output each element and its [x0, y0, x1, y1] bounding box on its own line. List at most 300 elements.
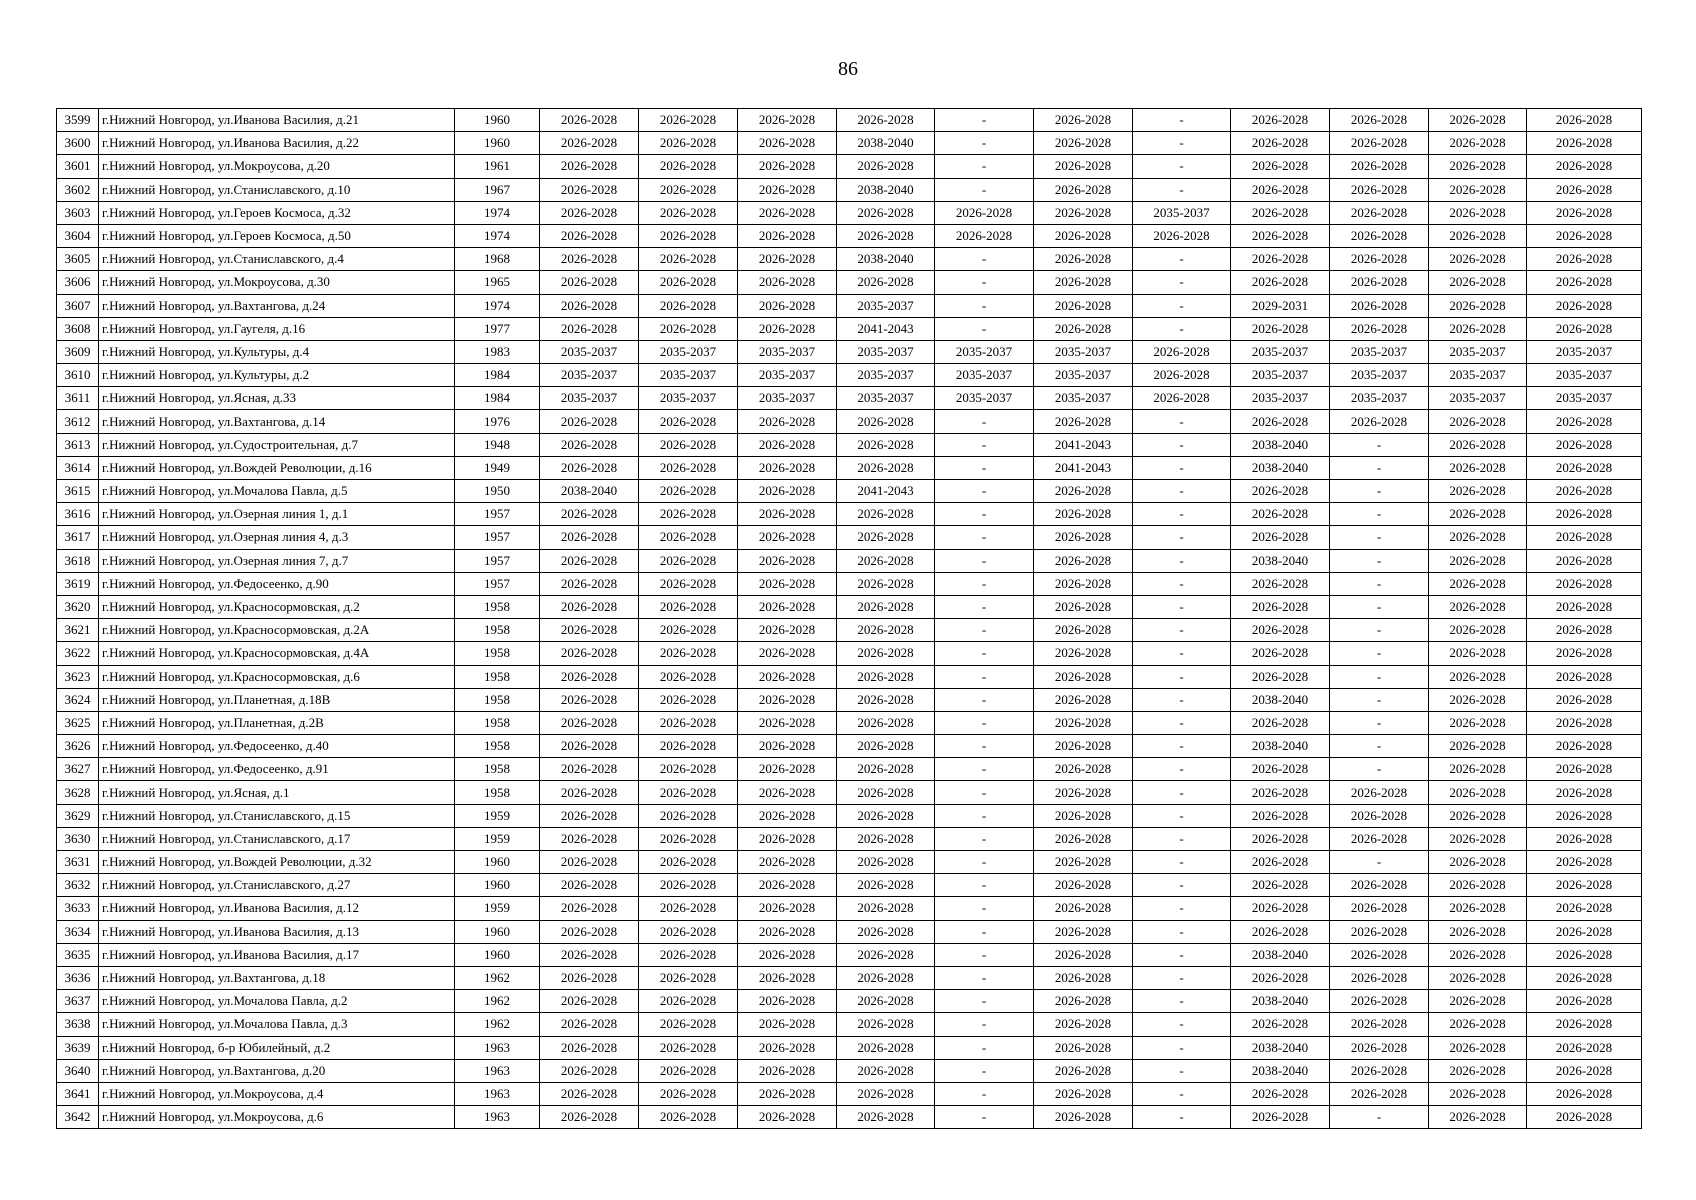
- period-cell: 2026-2028: [1034, 990, 1133, 1013]
- table-row: [57, 1059, 1642, 1082]
- period-cell: 2026-2028: [1231, 920, 1330, 943]
- period-cell: 2026-2028: [1231, 711, 1330, 734]
- period-cell: 2026-2028: [1429, 456, 1527, 479]
- period-cell: 2026-2028: [1133, 224, 1231, 247]
- period-cell: 2026-2028: [738, 1059, 837, 1082]
- period-cell: 2026-2028: [639, 781, 738, 804]
- period-cell: 2026-2028: [837, 1106, 935, 1129]
- period-cell: 2026-2028: [1429, 688, 1527, 711]
- period-cell: 2026-2028: [1429, 619, 1527, 642]
- period-cell: -: [1133, 271, 1231, 294]
- period-cell: 2026-2028: [1133, 387, 1231, 410]
- year-built-cell: 1960: [455, 109, 540, 132]
- period-cell: 2026-2028: [1330, 990, 1429, 1013]
- period-cell: 2026-2028: [1527, 1082, 1642, 1105]
- period-cell: -: [1133, 688, 1231, 711]
- period-cell: -: [935, 827, 1034, 850]
- period-cell: -: [1133, 897, 1231, 920]
- period-cell: 2026-2028: [1231, 480, 1330, 503]
- period-cell: 2026-2028: [540, 248, 639, 271]
- period-cell: 2026-2028: [738, 178, 837, 201]
- period-cell: 2026-2028: [1330, 874, 1429, 897]
- period-cell: -: [1330, 688, 1429, 711]
- period-cell: 2026-2028: [837, 827, 935, 850]
- period-cell: 2026-2028: [1429, 294, 1527, 317]
- year-built-cell: 1957: [455, 503, 540, 526]
- period-cell: 2038-2040: [1231, 433, 1330, 456]
- period-cell: -: [935, 735, 1034, 758]
- table-row: [57, 1036, 1642, 1059]
- period-cell: 2026-2028: [639, 1059, 738, 1082]
- period-cell: -: [1330, 735, 1429, 758]
- row-number-cell: 3639: [57, 1036, 99, 1059]
- period-cell: 2029-2031: [1231, 294, 1330, 317]
- period-cell: 2035-2037: [1231, 364, 1330, 387]
- row-number-cell: 3602: [57, 178, 99, 201]
- period-cell: 2035-2037: [1330, 340, 1429, 363]
- period-cell: 2026-2028: [639, 920, 738, 943]
- period-cell: -: [1133, 758, 1231, 781]
- table-row: [57, 387, 1642, 410]
- year-built-cell: 1983: [455, 340, 540, 363]
- period-cell: 2026-2028: [639, 804, 738, 827]
- period-cell: 2026-2028: [738, 1106, 837, 1129]
- period-cell: 2038-2040: [1231, 549, 1330, 572]
- period-cell: 2026-2028: [1330, 201, 1429, 224]
- period-cell: 2026-2028: [639, 688, 738, 711]
- period-cell: -: [935, 897, 1034, 920]
- period-cell: 2026-2028: [1231, 781, 1330, 804]
- address-cell: г.Нижний Новгород, ул.Мокроусова, д.30: [99, 271, 455, 294]
- period-cell: 2026-2028: [639, 572, 738, 595]
- period-cell: 2026-2028: [540, 827, 639, 850]
- period-cell: 2026-2028: [1429, 271, 1527, 294]
- period-cell: 2026-2028: [1330, 943, 1429, 966]
- period-cell: 2026-2028: [1330, 1036, 1429, 1059]
- period-cell: 2035-2037: [1034, 387, 1133, 410]
- period-cell: 2026-2028: [738, 132, 837, 155]
- period-cell: 2026-2028: [1429, 827, 1527, 850]
- period-cell: 2026-2028: [1330, 1082, 1429, 1105]
- period-cell: 2026-2028: [837, 224, 935, 247]
- address-cell: г.Нижний Новгород, ул.Озерная линия 1, д.1: [99, 503, 455, 526]
- period-cell: 2026-2028: [1527, 410, 1642, 433]
- period-cell: 2026-2028: [1034, 526, 1133, 549]
- period-cell: 2026-2028: [1429, 572, 1527, 595]
- year-built-cell: 1957: [455, 549, 540, 572]
- address-cell: г.Нижний Новгород, ул.Мокроусова, д.4: [99, 1082, 455, 1105]
- period-cell: 2026-2028: [1527, 201, 1642, 224]
- period-cell: 2026-2028: [1034, 410, 1133, 433]
- period-cell: 2026-2028: [1034, 920, 1133, 943]
- period-cell: 2026-2028: [1330, 1059, 1429, 1082]
- period-cell: 2026-2028: [639, 410, 738, 433]
- period-cell: 2035-2037: [540, 387, 639, 410]
- row-number-cell: 3629: [57, 804, 99, 827]
- table-row: [57, 317, 1642, 340]
- year-built-cell: 1963: [455, 1082, 540, 1105]
- period-cell: 2026-2028: [1330, 804, 1429, 827]
- period-cell: 2026-2028: [540, 966, 639, 989]
- year-built-cell: 1984: [455, 387, 540, 410]
- period-cell: 2026-2028: [1429, 201, 1527, 224]
- period-cell: 2026-2028: [639, 1013, 738, 1036]
- period-cell: -: [935, 1036, 1034, 1059]
- row-number-cell: 3638: [57, 1013, 99, 1036]
- period-cell: 2026-2028: [1429, 410, 1527, 433]
- period-cell: 2026-2028: [1034, 248, 1133, 271]
- period-cell: 2035-2037: [1231, 387, 1330, 410]
- period-cell: -: [935, 804, 1034, 827]
- row-number-cell: 3634: [57, 920, 99, 943]
- row-number-cell: 3624: [57, 688, 99, 711]
- address-cell: г.Нижний Новгород, ул.Красносормовская, д.4А: [99, 642, 455, 665]
- period-cell: 2026-2028: [1231, 874, 1330, 897]
- period-cell: 2026-2028: [837, 665, 935, 688]
- row-number-cell: 3601: [57, 155, 99, 178]
- row-number-cell: 3622: [57, 642, 99, 665]
- period-cell: -: [1133, 1106, 1231, 1129]
- period-cell: 2026-2028: [1527, 851, 1642, 874]
- address-cell: г.Нижний Новгород, ул.Красносормовская, д.2: [99, 595, 455, 618]
- year-built-cell: 1957: [455, 526, 540, 549]
- period-cell: 2026-2028: [639, 317, 738, 340]
- period-cell: 2026-2028: [1034, 178, 1133, 201]
- table-row: [57, 735, 1642, 758]
- row-number-cell: 3606: [57, 271, 99, 294]
- period-cell: -: [935, 1082, 1034, 1105]
- address-cell: г.Нижний Новгород, ул.Мочалова Павла, д.2: [99, 990, 455, 1013]
- period-cell: 2026-2028: [1231, 665, 1330, 688]
- period-cell: 2038-2040: [1231, 688, 1330, 711]
- address-cell: г.Нижний Новгород, ул.Станиславского, д.15: [99, 804, 455, 827]
- period-cell: 2026-2028: [1034, 317, 1133, 340]
- period-cell: 2026-2028: [1034, 966, 1133, 989]
- period-cell: 2026-2028: [738, 1082, 837, 1105]
- period-cell: -: [1133, 1059, 1231, 1082]
- period-cell: 2026-2028: [1527, 1106, 1642, 1129]
- period-cell: 2026-2028: [837, 456, 935, 479]
- row-number-cell: 3612: [57, 410, 99, 433]
- period-cell: 2026-2028: [1429, 1036, 1527, 1059]
- period-cell: 2038-2040: [1231, 735, 1330, 758]
- period-cell: 2026-2028: [1527, 758, 1642, 781]
- period-cell: 2026-2028: [540, 503, 639, 526]
- period-cell: 2026-2028: [1034, 549, 1133, 572]
- period-cell: 2026-2028: [1330, 132, 1429, 155]
- period-cell: 2026-2028: [1429, 897, 1527, 920]
- row-number-cell: 3604: [57, 224, 99, 247]
- period-cell: 2026-2028: [639, 897, 738, 920]
- table-row: [57, 155, 1642, 178]
- period-cell: -: [1133, 410, 1231, 433]
- year-built-cell: 1948: [455, 433, 540, 456]
- period-cell: 2035-2037: [1330, 364, 1429, 387]
- period-cell: 2026-2028: [837, 271, 935, 294]
- table-row: [57, 781, 1642, 804]
- period-cell: -: [1133, 851, 1231, 874]
- address-cell: г.Нижний Новгород, ул.Героев Космоса, д.50: [99, 224, 455, 247]
- table-row: [57, 619, 1642, 642]
- period-cell: 2026-2028: [1527, 294, 1642, 317]
- period-cell: 2026-2028: [738, 619, 837, 642]
- period-cell: -: [935, 1059, 1034, 1082]
- period-cell: 2026-2028: [1429, 758, 1527, 781]
- period-cell: 2026-2028: [837, 572, 935, 595]
- period-cell: 2026-2028: [837, 1036, 935, 1059]
- period-cell: 2026-2028: [540, 317, 639, 340]
- period-cell: 2026-2028: [1034, 1106, 1133, 1129]
- address-cell: г.Нижний Новгород, ул.Вахтангова, д.20: [99, 1059, 455, 1082]
- period-cell: 2026-2028: [1429, 549, 1527, 572]
- period-cell: -: [1133, 990, 1231, 1013]
- period-cell: 2026-2028: [1429, 526, 1527, 549]
- period-cell: 2026-2028: [1330, 271, 1429, 294]
- period-cell: 2035-2037: [1231, 340, 1330, 363]
- period-cell: -: [1133, 178, 1231, 201]
- period-cell: 2026-2028: [540, 1036, 639, 1059]
- period-cell: 2026-2028: [1231, 132, 1330, 155]
- period-cell: -: [1133, 874, 1231, 897]
- period-cell: -: [935, 665, 1034, 688]
- period-cell: -: [935, 503, 1034, 526]
- period-cell: -: [935, 456, 1034, 479]
- period-cell: 2026-2028: [738, 595, 837, 618]
- period-cell: 2026-2028: [1527, 711, 1642, 734]
- period-cell: 2026-2028: [540, 735, 639, 758]
- period-cell: 2038-2040: [1231, 943, 1330, 966]
- period-cell: 2026-2028: [540, 572, 639, 595]
- period-cell: 2026-2028: [540, 874, 639, 897]
- period-cell: -: [935, 688, 1034, 711]
- address-cell: г.Нижний Новгород, ул.Мокроусова, д.6: [99, 1106, 455, 1129]
- table-row: [57, 526, 1642, 549]
- address-cell: г.Нижний Новгород, ул.Федосеенко, д.90: [99, 572, 455, 595]
- row-number-cell: 3632: [57, 874, 99, 897]
- period-cell: 2026-2028: [540, 595, 639, 618]
- period-cell: 2026-2028: [738, 758, 837, 781]
- table-row: [57, 1082, 1642, 1105]
- row-number-cell: 3618: [57, 549, 99, 572]
- period-cell: 2035-2037: [1527, 364, 1642, 387]
- period-cell: 2038-2040: [1231, 456, 1330, 479]
- period-cell: 2026-2028: [1429, 1106, 1527, 1129]
- period-cell: 2026-2028: [639, 595, 738, 618]
- year-built-cell: 1950: [455, 480, 540, 503]
- period-cell: 2026-2028: [639, 201, 738, 224]
- period-cell: 2026-2028: [540, 688, 639, 711]
- period-cell: 2026-2028: [738, 155, 837, 178]
- year-built-cell: 1959: [455, 804, 540, 827]
- period-cell: 2026-2028: [1527, 688, 1642, 711]
- period-cell: -: [935, 132, 1034, 155]
- row-number-cell: 3614: [57, 456, 99, 479]
- table-row: [57, 874, 1642, 897]
- period-cell: 2035-2037: [1429, 387, 1527, 410]
- period-cell: 2026-2028: [1330, 317, 1429, 340]
- period-cell: 2026-2028: [1527, 480, 1642, 503]
- period-cell: 2026-2028: [1429, 132, 1527, 155]
- period-cell: -: [935, 294, 1034, 317]
- table-row: [57, 178, 1642, 201]
- period-cell: -: [1133, 735, 1231, 758]
- period-cell: 2038-2040: [837, 178, 935, 201]
- period-cell: 2035-2037: [1527, 387, 1642, 410]
- page-number: 86: [838, 58, 858, 80]
- row-number-cell: 3613: [57, 433, 99, 456]
- period-cell: 2026-2028: [639, 735, 738, 758]
- period-cell: 2026-2028: [1429, 851, 1527, 874]
- period-cell: 2026-2028: [738, 410, 837, 433]
- table-row: [57, 456, 1642, 479]
- period-cell: 2038-2040: [1231, 990, 1330, 1013]
- period-cell: 2026-2028: [738, 201, 837, 224]
- period-cell: -: [1330, 619, 1429, 642]
- period-cell: 2035-2037: [1527, 340, 1642, 363]
- period-cell: -: [1133, 155, 1231, 178]
- period-cell: 2026-2028: [837, 1082, 935, 1105]
- address-cell: г.Нижний Новгород, ул.Иванова Василия, д.13: [99, 920, 455, 943]
- year-built-cell: 1960: [455, 920, 540, 943]
- period-cell: 2026-2028: [738, 804, 837, 827]
- period-cell: 2026-2028: [1527, 155, 1642, 178]
- address-cell: г.Нижний Новгород, ул.Иванова Василия, д.12: [99, 897, 455, 920]
- period-cell: -: [1133, 132, 1231, 155]
- period-cell: -: [935, 851, 1034, 874]
- period-cell: 2026-2028: [1429, 966, 1527, 989]
- table-row: [57, 572, 1642, 595]
- address-cell: г.Нижний Новгород, ул.Станиславского, д.17: [99, 827, 455, 850]
- period-cell: 2026-2028: [1034, 572, 1133, 595]
- period-cell: 2026-2028: [1330, 410, 1429, 433]
- period-cell: 2026-2028: [639, 990, 738, 1013]
- period-cell: -: [1133, 248, 1231, 271]
- table-row: [57, 433, 1642, 456]
- period-cell: 2026-2028: [1527, 1013, 1642, 1036]
- period-cell: 2026-2028: [1034, 480, 1133, 503]
- period-cell: 2026-2028: [837, 688, 935, 711]
- period-cell: 2041-2043: [837, 480, 935, 503]
- period-cell: 2026-2028: [738, 503, 837, 526]
- period-cell: 2026-2028: [540, 619, 639, 642]
- period-cell: 2026-2028: [1330, 294, 1429, 317]
- period-cell: 2026-2028: [540, 433, 639, 456]
- period-cell: -: [935, 248, 1034, 271]
- period-cell: 2026-2028: [639, 642, 738, 665]
- address-cell: г.Нижний Новгород, ул.Озерная линия 4, д.3: [99, 526, 455, 549]
- period-cell: 2035-2037: [1429, 364, 1527, 387]
- period-cell: 2026-2028: [1034, 1036, 1133, 1059]
- period-cell: 2026-2028: [837, 920, 935, 943]
- table-row: [57, 665, 1642, 688]
- period-cell: 2035-2037: [1133, 201, 1231, 224]
- table-row: [57, 758, 1642, 781]
- period-cell: 2026-2028: [639, 758, 738, 781]
- year-built-cell: 1984: [455, 364, 540, 387]
- table-row: [57, 132, 1642, 155]
- row-number-cell: 3615: [57, 480, 99, 503]
- period-cell: 2026-2028: [540, 526, 639, 549]
- period-cell: 2026-2028: [738, 109, 837, 132]
- period-cell: -: [935, 549, 1034, 572]
- period-cell: 2026-2028: [1034, 1059, 1133, 1082]
- row-number-cell: 3617: [57, 526, 99, 549]
- period-cell: 2026-2028: [1231, 595, 1330, 618]
- row-number-cell: 3627: [57, 758, 99, 781]
- period-cell: 2026-2028: [1330, 897, 1429, 920]
- period-cell: 2026-2028: [1527, 874, 1642, 897]
- period-cell: -: [1133, 711, 1231, 734]
- period-cell: -: [1133, 1036, 1231, 1059]
- year-built-cell: 1960: [455, 851, 540, 874]
- period-cell: -: [935, 758, 1034, 781]
- period-cell: 2026-2028: [540, 642, 639, 665]
- period-cell: 2026-2028: [1034, 271, 1133, 294]
- period-cell: 2026-2028: [1429, 433, 1527, 456]
- housing-repair-schedule-table: [56, 108, 1642, 1129]
- period-cell: 2026-2028: [1429, 781, 1527, 804]
- period-cell: 2026-2028: [1034, 827, 1133, 850]
- period-cell: 2026-2028: [1034, 711, 1133, 734]
- year-built-cell: 1961: [455, 155, 540, 178]
- table-row: [57, 804, 1642, 827]
- period-cell: 2026-2028: [837, 781, 935, 804]
- period-cell: -: [935, 1106, 1034, 1129]
- period-cell: 2026-2028: [639, 433, 738, 456]
- period-cell: 2026-2028: [1231, 271, 1330, 294]
- address-cell: г.Нижний Новгород, ул.Станиславского, д.27: [99, 874, 455, 897]
- period-cell: 2026-2028: [738, 317, 837, 340]
- period-cell: 2026-2028: [639, 248, 738, 271]
- period-cell: -: [935, 572, 1034, 595]
- period-cell: 2026-2028: [738, 1036, 837, 1059]
- period-cell: 2026-2028: [1034, 503, 1133, 526]
- period-cell: 2026-2028: [1133, 340, 1231, 363]
- address-cell: г.Нижний Новгород, ул.Ясная, д.1: [99, 781, 455, 804]
- table-row: [57, 966, 1642, 989]
- period-cell: -: [1133, 526, 1231, 549]
- table-row: [57, 410, 1642, 433]
- period-cell: 2026-2028: [1231, 155, 1330, 178]
- year-built-cell: 1958: [455, 595, 540, 618]
- year-built-cell: 1962: [455, 966, 540, 989]
- year-built-cell: 1963: [455, 1106, 540, 1129]
- period-cell: 2026-2028: [1527, 109, 1642, 132]
- table-row: [57, 201, 1642, 224]
- period-cell: 2038-2040: [540, 480, 639, 503]
- period-cell: 2026-2028: [1429, 178, 1527, 201]
- year-built-cell: 1974: [455, 294, 540, 317]
- period-cell: 2026-2028: [1034, 897, 1133, 920]
- period-cell: 2026-2028: [1034, 132, 1133, 155]
- period-cell: 2026-2028: [738, 1013, 837, 1036]
- period-cell: 2026-2028: [1231, 827, 1330, 850]
- period-cell: 2026-2028: [837, 874, 935, 897]
- period-cell: -: [1330, 456, 1429, 479]
- period-cell: 2026-2028: [738, 642, 837, 665]
- period-cell: 2026-2028: [1527, 456, 1642, 479]
- period-cell: -: [1133, 294, 1231, 317]
- period-cell: 2026-2028: [1429, 920, 1527, 943]
- period-cell: 2026-2028: [1231, 201, 1330, 224]
- row-number-cell: 3625: [57, 711, 99, 734]
- table-row: [57, 364, 1642, 387]
- period-cell: 2026-2028: [1330, 248, 1429, 271]
- period-cell: -: [935, 966, 1034, 989]
- period-cell: 2026-2028: [1330, 155, 1429, 178]
- period-cell: 2026-2028: [639, 294, 738, 317]
- row-number-cell: 3603: [57, 201, 99, 224]
